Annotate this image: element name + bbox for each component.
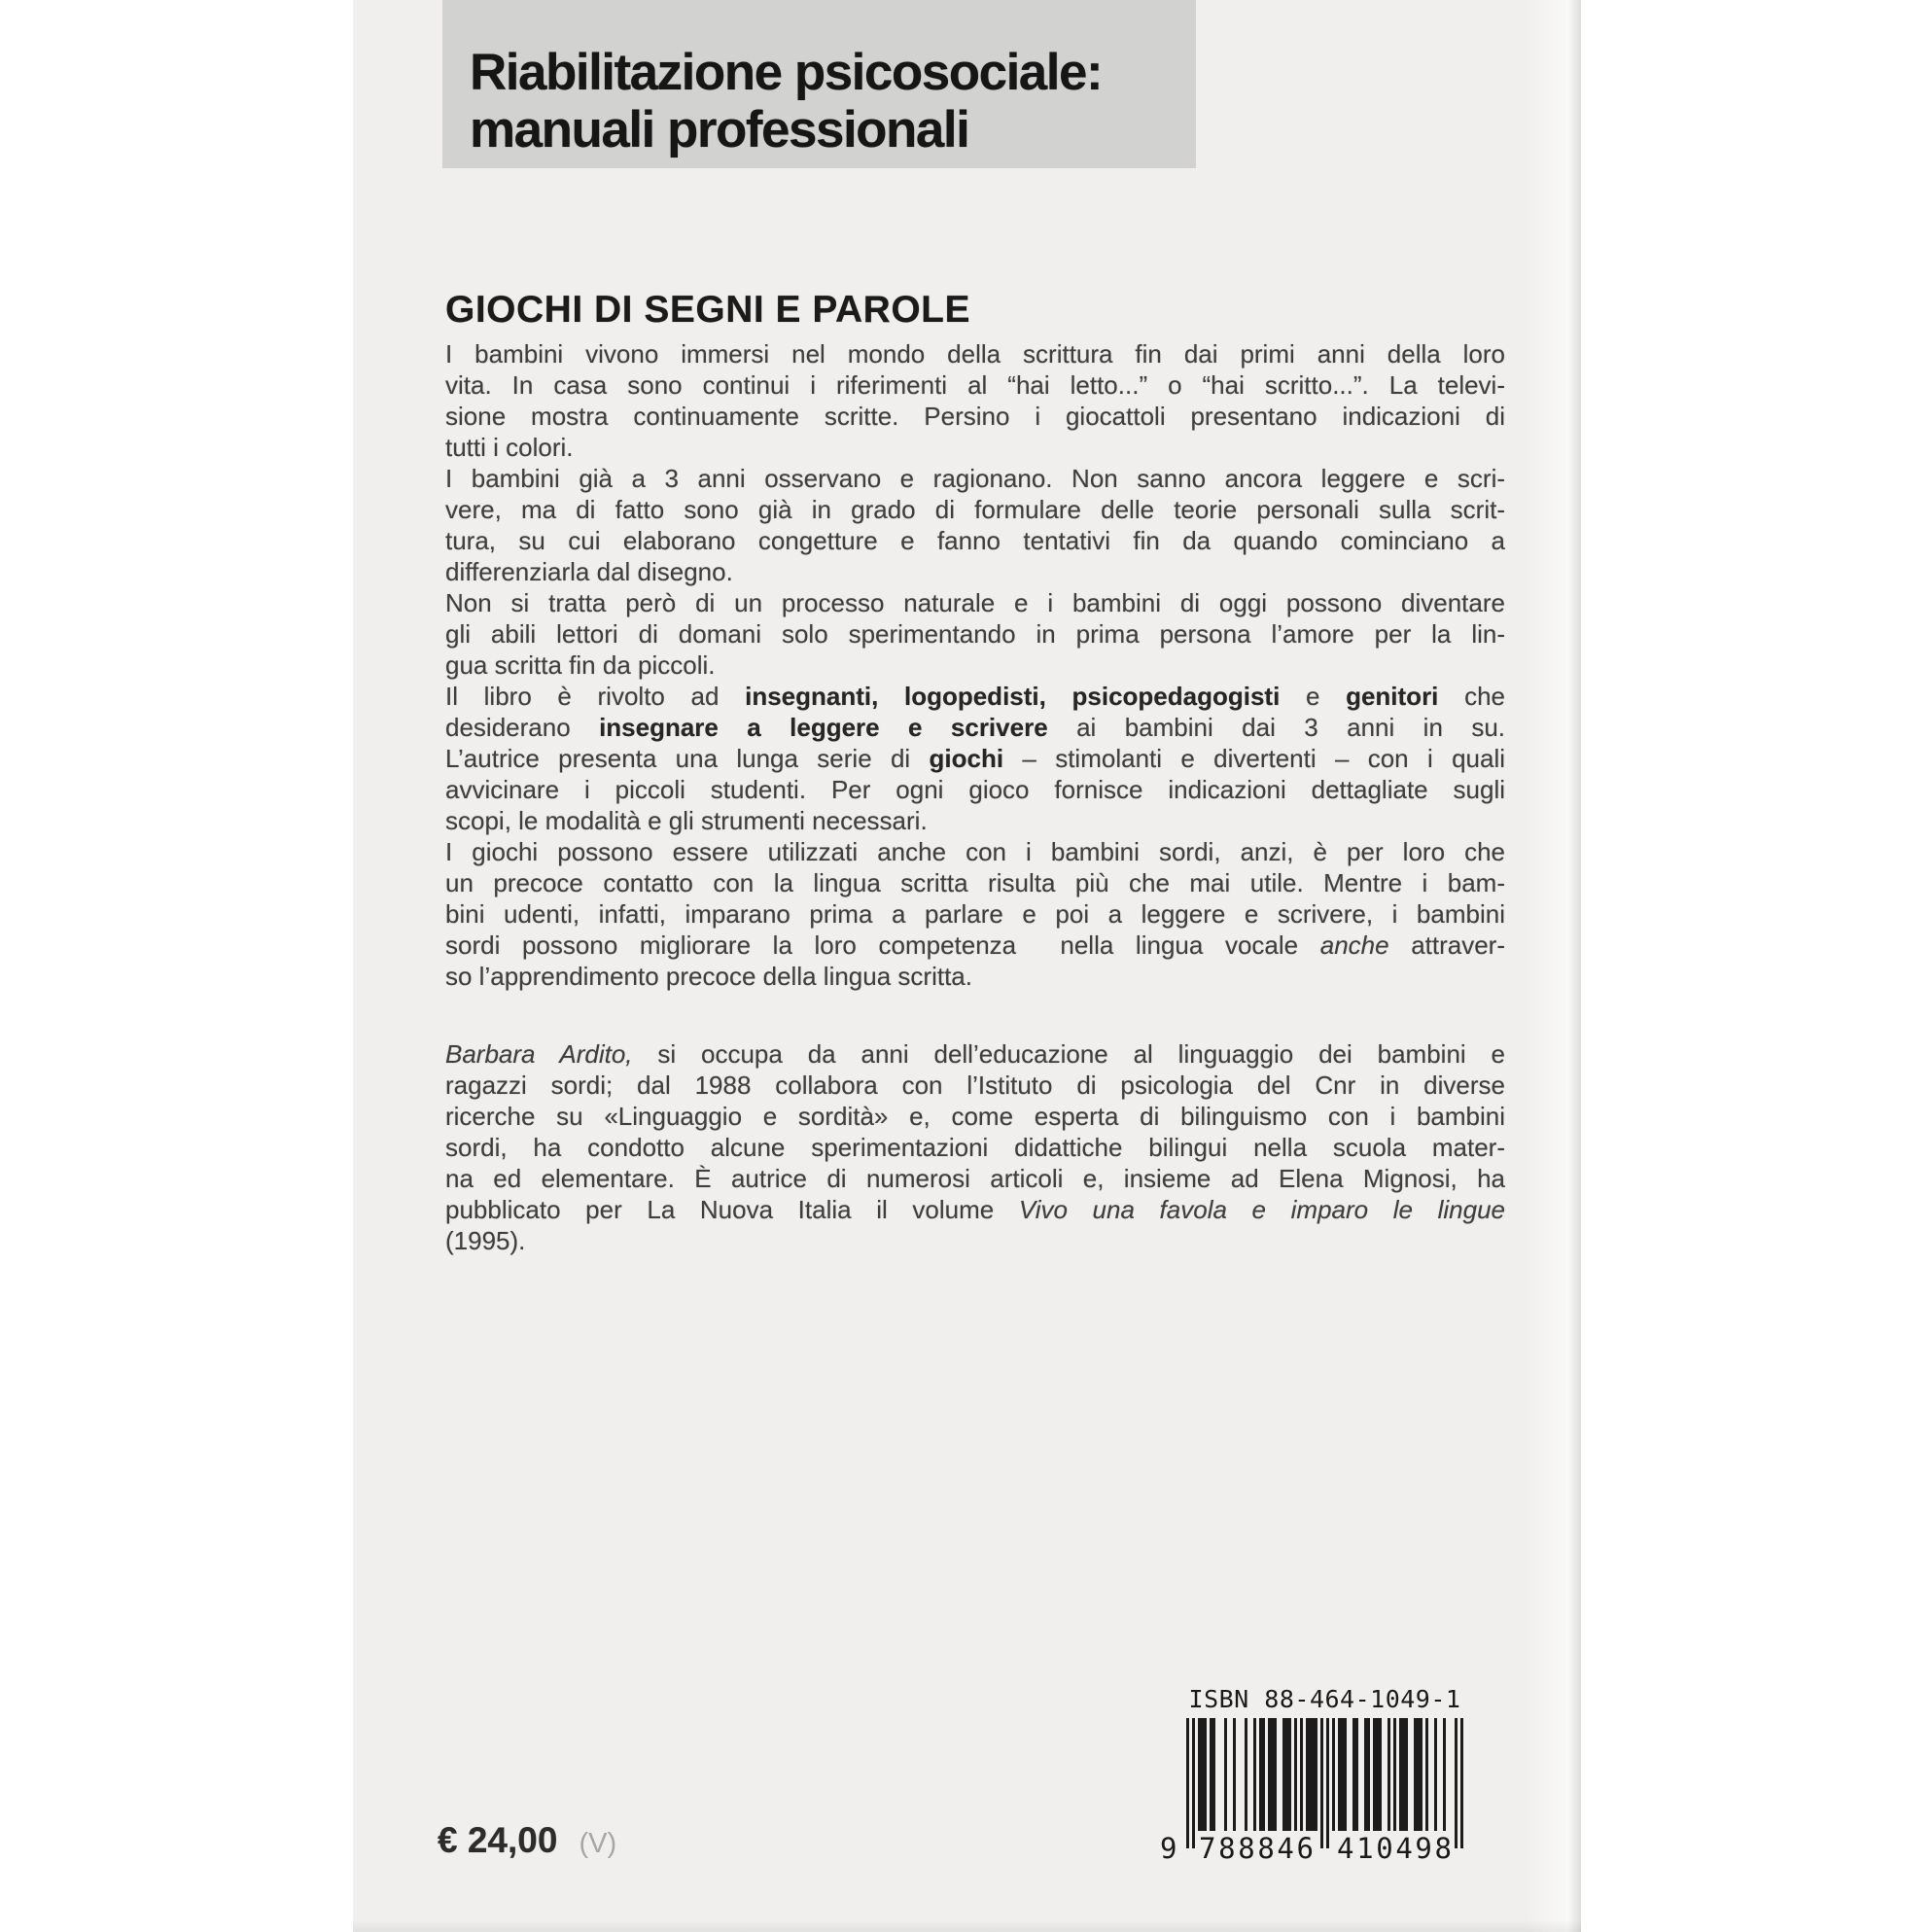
isbn-label: ISBN 88-464-1049-1 — [1188, 1685, 1461, 1713]
text-line: so l’apprendimento precoce della lingua scritta. — [445, 962, 972, 991]
text-line: sione mostra continuamente scritte. Persino i giocattoli presentano indicazioni di — [445, 402, 1505, 431]
text-line: vita. In casa sono continui i riferimenti al “hai letto...” o “hai scritto...”. La televi- — [445, 370, 1505, 400]
series-band-line2: manuali professionali — [470, 101, 969, 158]
text-line: na ed elementare. È autrice di numerosi articoli e, insieme ad Elena Mignosi, ha — [445, 1164, 1505, 1193]
series-band-line1: Riabilitazione psicosociale: — [470, 44, 1103, 101]
ean13-barcode — [1152, 1716, 1463, 1864]
barcode-digits: 9 — [1160, 1832, 1177, 1864]
text-line: Il libro è rivolto ad insegnanti, logopedisti, psicopedagogisti e genitori che — [445, 682, 1505, 711]
text-line: gua scritta fin da piccoli. — [445, 650, 716, 680]
text-line: bini udenti, infatti, imparano prima a parlare e poi a leggere e scrivere, i bambini — [445, 899, 1505, 929]
barcode-digits: 410498 — [1337, 1832, 1452, 1864]
text-line: scopi, le modalità e gli strumenti necessari. — [445, 806, 928, 835]
text-line: avvicinare i piccoli studenti. Per ogni gioco fornisce indicazioni dettagliate sugli — [445, 775, 1505, 804]
text-line: I giochi possono essere utilizzati anche con i bambini sordi, anzi, è per loro che — [445, 837, 1505, 866]
text-line: tura, su cui elaborano congetture e fanno tentativi fin da quando cominciano a — [445, 526, 1505, 555]
text-line: I bambini vivono immersi nel mondo della scrittura fin dai primi anni della loro — [445, 339, 1505, 369]
text-line: gli abili lettori di domani solo sperimentando in prima persona l’amore per la lin- — [445, 619, 1505, 649]
text-line: pubblicato per La Nuova Italia il volume Vivo una favola e imparo le lingue — [445, 1195, 1505, 1224]
page-edge-shadow — [353, 1920, 1581, 1932]
series-band — [442, 0, 1196, 168]
text-line: desiderano insegnare a leggere e scrivere ai bambini dai 3 anni in su. — [445, 713, 1505, 742]
price-tax-code: (V) — [579, 1828, 617, 1859]
price-amount: € 24,00 — [438, 1820, 558, 1860]
text-line: vere, ma di fatto sono già in grado di formulare delle teorie personali sulla scrit- — [445, 495, 1505, 524]
text-line: Barbara Ardito, si occupa da anni dell’educazione al linguaggio dei bambini e — [445, 1039, 1505, 1069]
text-line: sordi, ha condotto alcune sperimentazioni didattiche bilingui nella scuola mater- — [445, 1133, 1505, 1162]
book-title: GIOCHI DI SEGNI E PAROLE — [445, 289, 971, 331]
text-line: differenziarla dal disegno. — [445, 557, 733, 586]
price — [438, 1821, 616, 1860]
barcode-digits: 788846 — [1199, 1832, 1314, 1864]
back-cover-blurb — [445, 338, 1505, 992]
text-line: tutti i colori. — [445, 433, 574, 462]
author-bio — [445, 1038, 1505, 1256]
text-line: ragazzi sordi; dal 1988 collabora con l’Istituto di psicologia del Cnr in diverse — [445, 1071, 1505, 1100]
text-line: L’autrice presenta una lunga serie di giochi – stimolanti e divertenti – con i quali — [445, 744, 1505, 773]
text-line: Non si tratta però di un processo naturale e i bambini di oggi possono diventare — [445, 588, 1505, 617]
isbn-barcode-block — [1152, 1685, 1463, 1865]
text-line: un precoce contatto con la lingua scritta risulta più che mai utile. Mentre i bam- — [445, 868, 1505, 897]
text-line: sordi possono migliorare la loro competenza nella lingua vocale anche attraver- — [445, 931, 1506, 960]
page-edge-highlight — [1528, 0, 1581, 1932]
text-line: (1995). — [445, 1226, 526, 1255]
text-line: ricerche su «Linguaggio e sordità» e, come esperta di bilinguismo con i bambini — [445, 1102, 1505, 1131]
book-page — [353, 0, 1581, 1932]
text-line: I bambini già a 3 anni osservano e ragionano. Non sanno ancora leggere e scri- — [445, 464, 1505, 493]
